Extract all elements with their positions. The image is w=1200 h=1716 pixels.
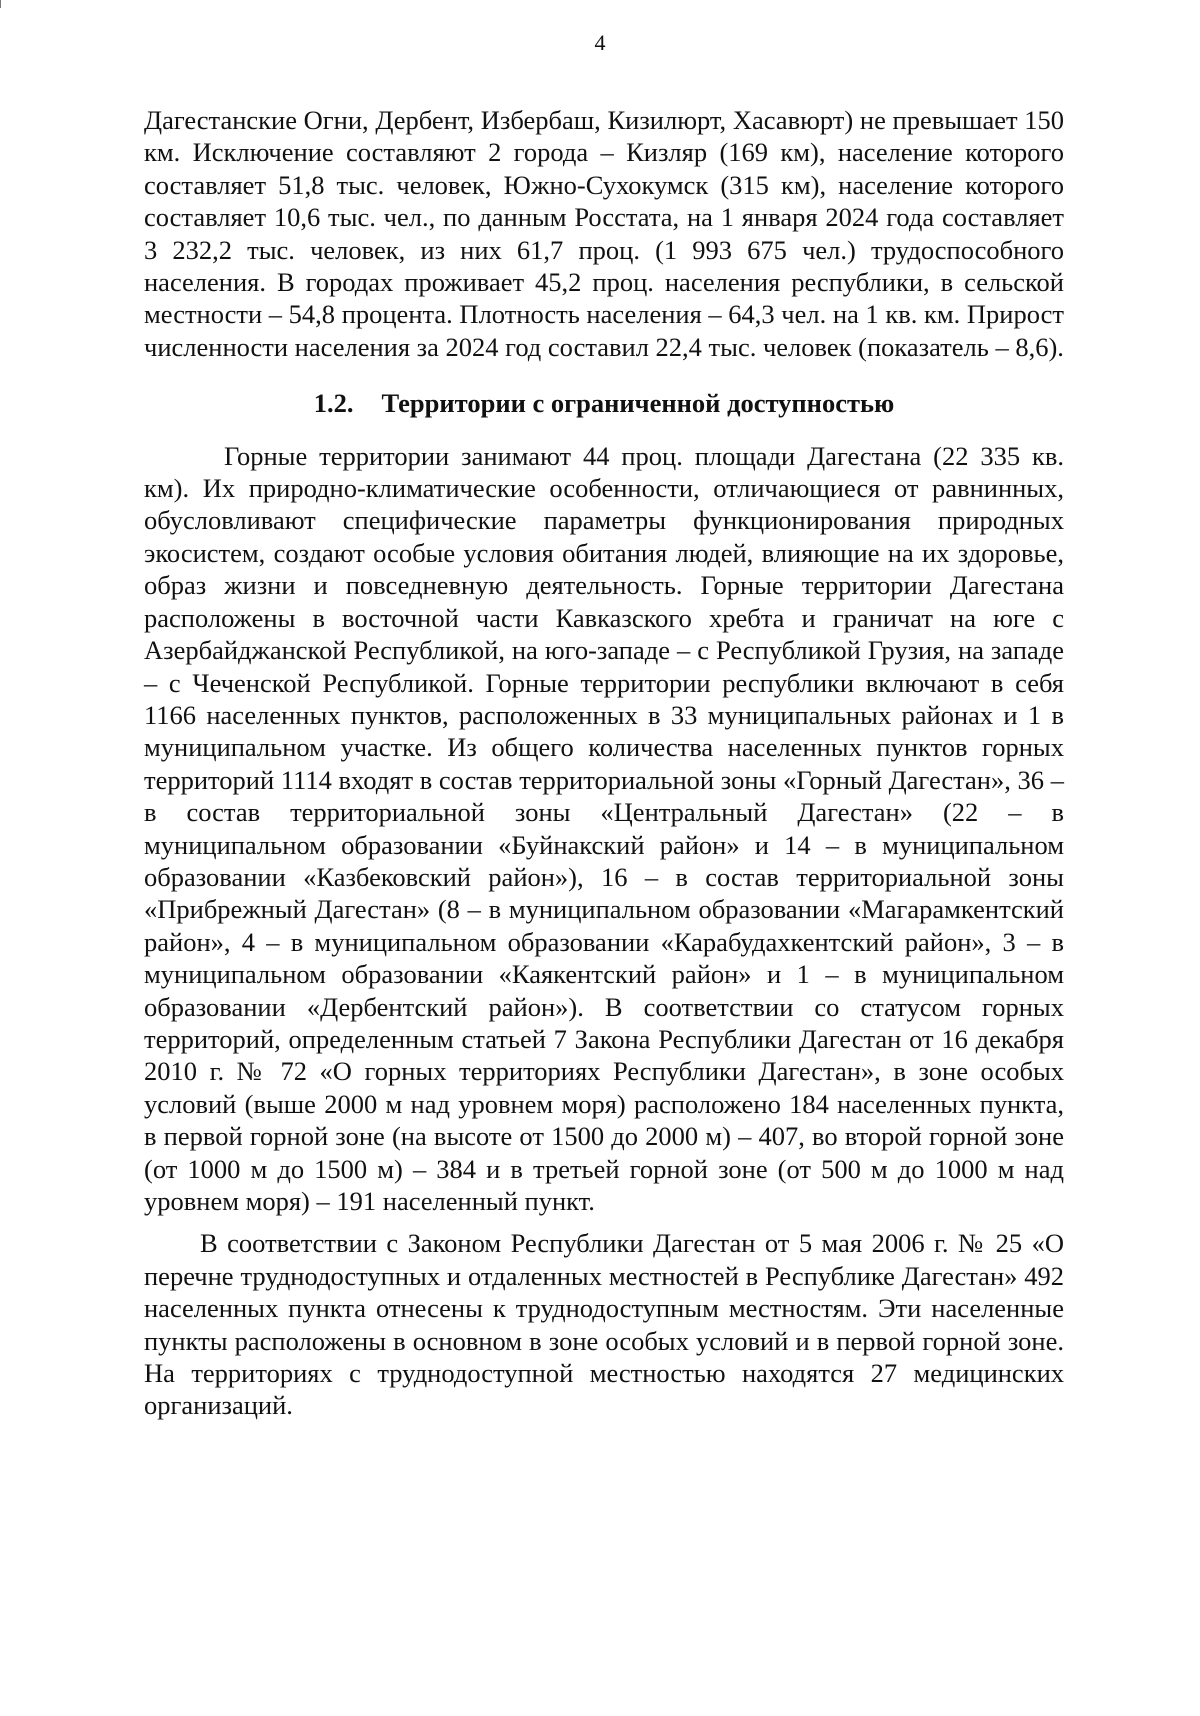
paragraph-remote-localities: В соответствии с Законом Республики Дагестан от 5 мая 2006 г. № 25 «О перечне труднодоступных и отдаленных местностей в Республике Дагестан» 492 населенных пункта отнесены к труднодоступным местностям. Эти населенные пункты расположены в основном в зоне особых условий и в первой горной зоне. На территориях с труднодоступной местностью находятся 27 медицинских организаций. <box>144 1228 1064 1421</box>
intro-paragraph: Дагестанские Огни, Дербент, Избербаш, Кизилюрт, Хасавюрт) не превышает 150 км. Исключение составляют 2 города – Кизляр (169 км), население которого составляет 51,8 тыс. человек, Южно-Сухокумск (315 км), население которого составляет 10,6 тыс. чел., по данным Росстата, на 1 января 2024 года составляет 3 232,2 тыс. человек, из них 61,7 проц. (1 993 675 чел.) трудоспособного населения. В городах проживает 45,2 проц. населения республики, в сельской местности – 54,8 процента. Плотность населения – 64,3 чел. на 1 кв. км. Прирост численности населения за 2024 год составил 22,4 тыс. человек (показатель – 8,6). <box>144 105 1064 362</box>
section-number: 1.2. <box>313 388 354 419</box>
section-heading <box>144 387 1064 419</box>
page-number: 4 <box>594 30 606 55</box>
document-body <box>144 104 1064 1422</box>
scan-corner-mark <box>0 0 5 8</box>
paragraph-mountain-territories: Горные территории занимают 44 проц. площади Дагестана (22 335 кв. км). Их природно-климатические особенности, отличающиеся от равнинных, обусловливают специфические параметры функционирования природных экосистем, создают особые условия обитания людей, влияющие на их здоровье, образ жизни и повседневную деятельность. Горные территории Дагестана расположены в восточной части Кавказского хребта и граничат на юге с Азербайджанской Республикой, на юго-западе – с Республикой Грузия, на западе – с Чеченской Республикой. Горные территории республики включают в себя 1166 населенных пунктов, расположенных в 33 муниципальных районах и 1 в муниципальном участке. Из общего количества населенных пунктов горных территорий 1114 входят в состав территориальной зоны «Горный Дагестан», 36 – в состав территориальной зоны «Центральный Дагестан» (22 – в муниципальном образовании «Буйнакский район» и 14 – в муниципальном образовании «Казбековский район»), 16 – в состав территориальной зоны «Прибрежный Дагестан» (8 – в муниципальном образовании «Магарамкентский район», 4 – в муниципальном образовании «Карабудахкентский район», 3 – в муниципальном образовании «Каякентский район» и 1 – в муниципальном образовании «Дербентский район»). В соответствии со статусом горных территорий, определенным статьей 7 Закона Республики Дагестан от 16 декабря 2010 г. № 72 «О горных территориях Республики Дагестан», в зоне особых условий (выше 2000 м над уровнем моря) расположено 184 населенных пункта, в первой горной зоне (на высоте от 1500 до 2000 м) – 407, во второй горной зоне (от 1000 м до 1500 м) – 384 и в третьей горной зоне (от 500 м до 1000 м над уровнем моря) – 191 населенный пункт. <box>144 440 1064 1216</box>
section-title: Территории с ограниченной доступностью <box>381 388 895 419</box>
